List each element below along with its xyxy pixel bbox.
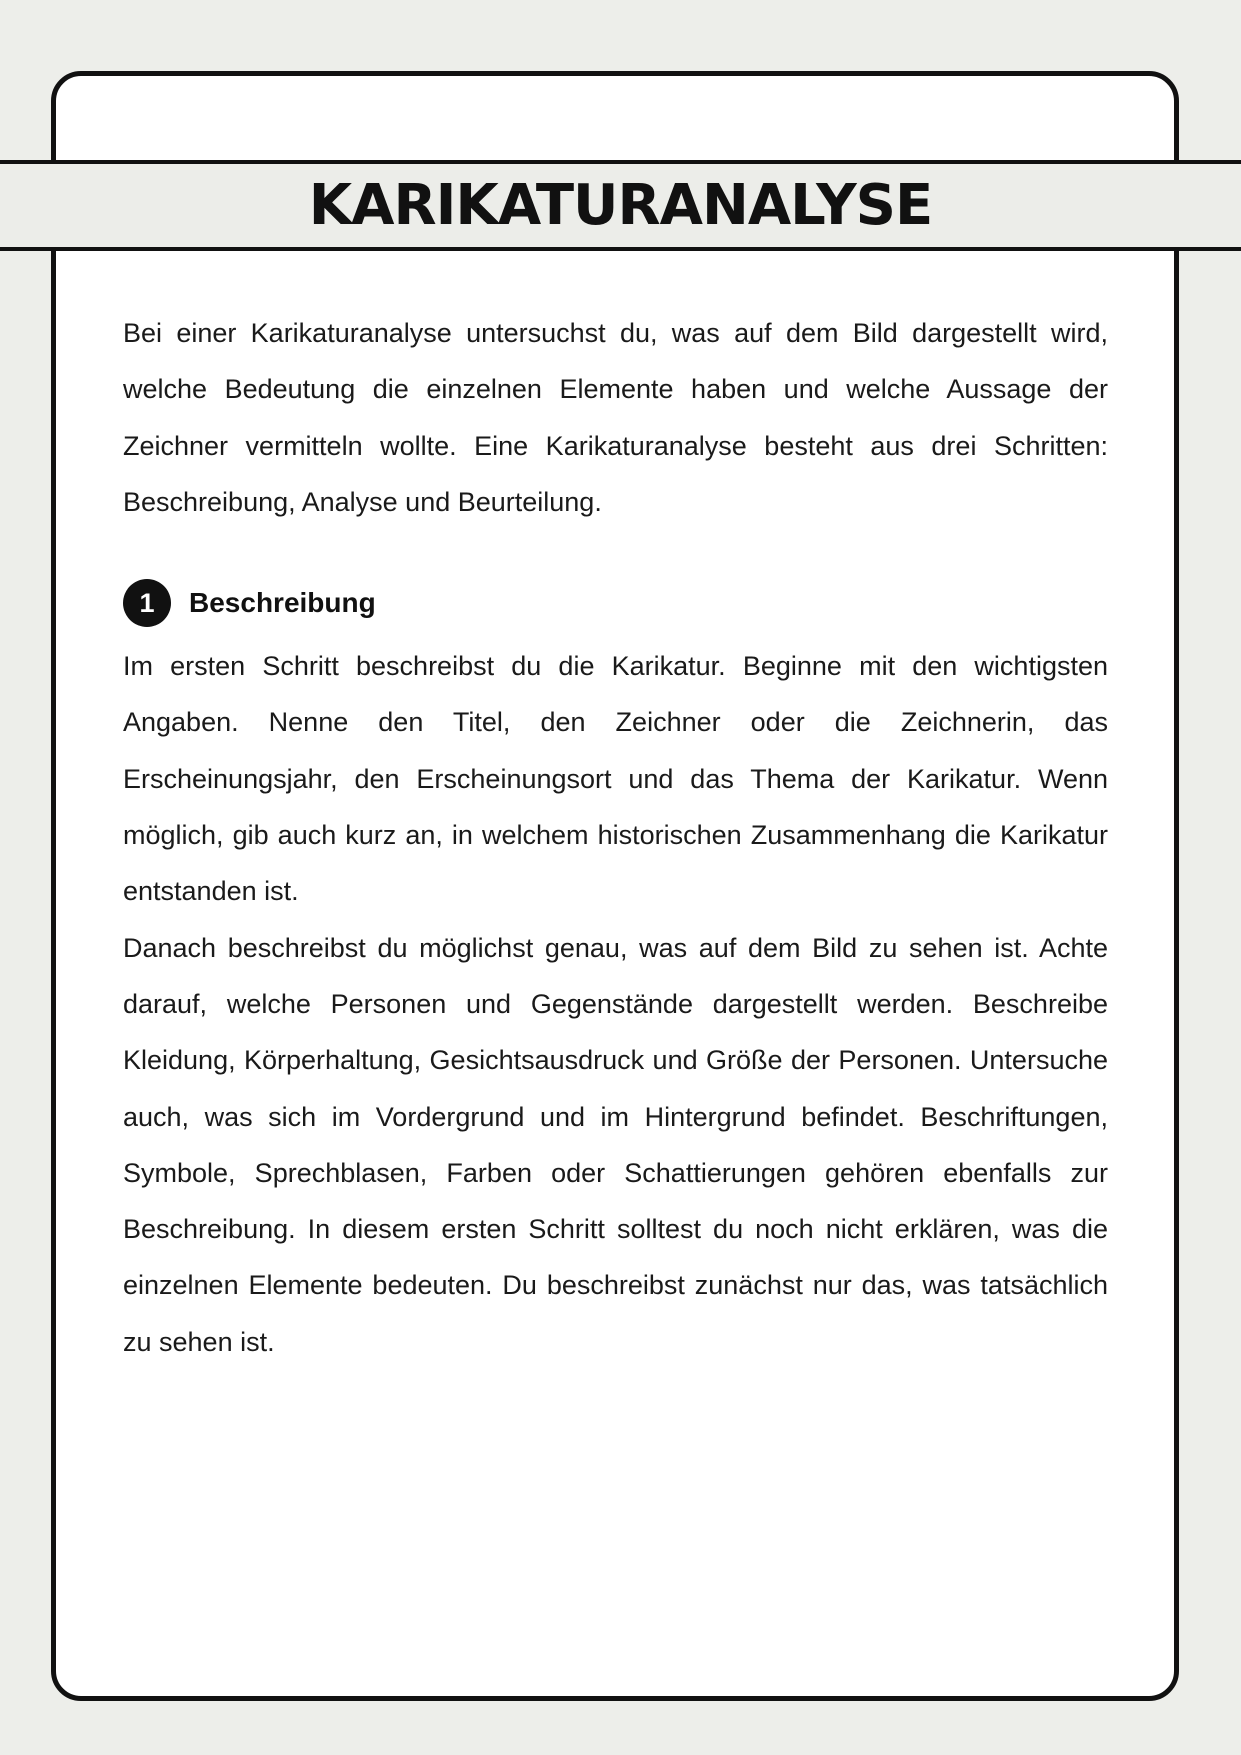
page-title: KARIKATURANALYSE bbox=[308, 172, 933, 238]
document-content bbox=[123, 305, 1108, 1370]
section-paragraph: Danach beschreibst du möglichst genau, was auf dem Bild zu sehen ist. Achte darauf, welche Personen und Gegenstände dargestellt werden. Beschreibe Kleidung, Körperhaltung, Gesichtsausdruck und Größe der Personen. Untersuche auch, was sich im Vordergrund und im Hintergrund befindet. Beschriftungen, Symbole, Sprechblasen, Farben oder Schattierungen gehören ebenfalls zur Beschreibung. In diesem ersten Schritt solltest du noch nicht erklären, was die einzelnen Elemente bedeuten. Du beschreibst zunächst nur das, was tatsächlich zu sehen ist. bbox=[123, 932, 1108, 1357]
section-heading bbox=[123, 578, 1108, 628]
title-banner bbox=[0, 160, 1241, 251]
intro-paragraph: Bei einer Karikaturanalyse untersuchst du, was auf dem Bild dargestellt wird, welche Bedeutung die einzelnen Elemente haben und welche Aussage der Zeichner vermitteln wollte. Eine Karikaturanalyse besteht aus drei Schritten: Beschreibung, Analyse und Beurteilung. bbox=[123, 318, 1108, 517]
section-title: Beschreibung bbox=[189, 587, 376, 619]
section-paragraph: Im ersten Schritt beschreibst du die Karikatur. Beginne mit den wichtigsten Angaben. Nenne den Titel, den Zeichner oder die Zeichnerin, das Erscheinungsjahr, den Erscheinungsort und das Thema der Karikatur. Wenn möglich, gib auch kurz an, in welchem historischen Zusammenhang die Karikatur entstanden ist. bbox=[123, 651, 1108, 907]
step-number-badge: 1 bbox=[123, 579, 171, 627]
